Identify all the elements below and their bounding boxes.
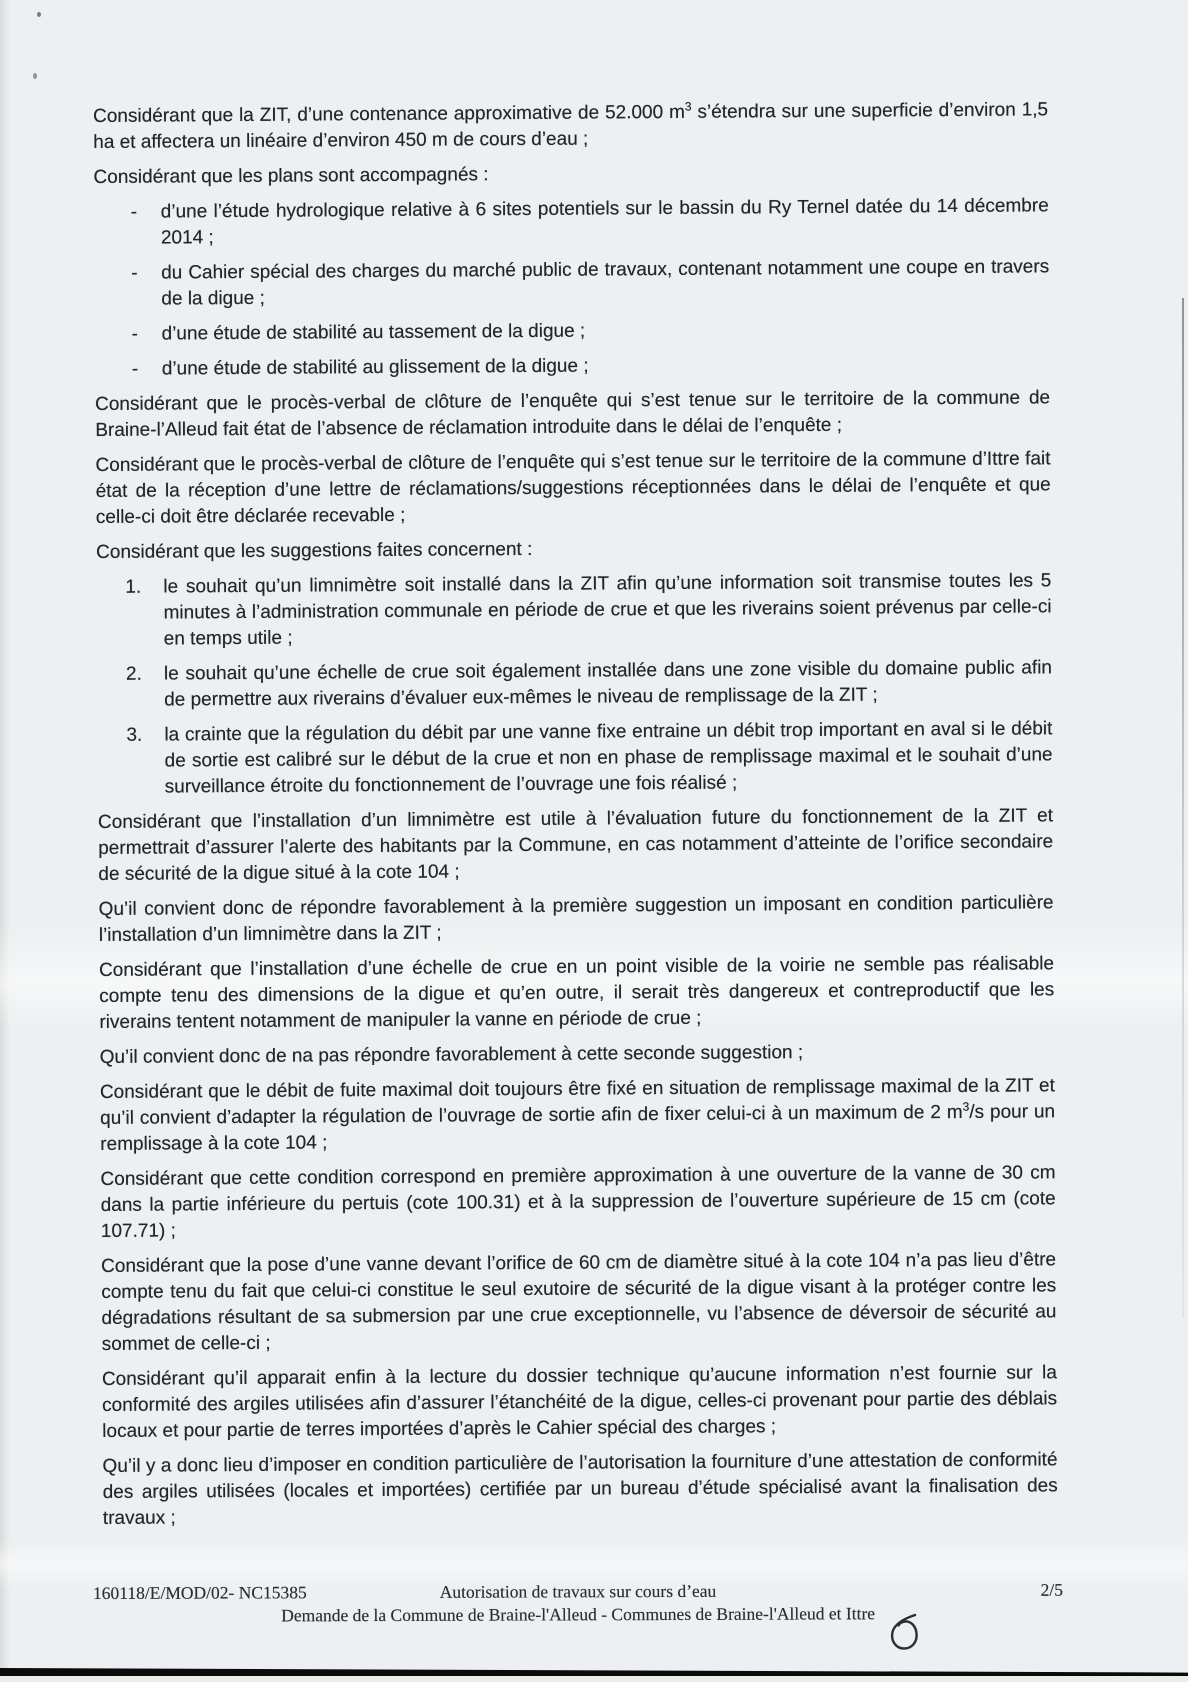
paragraph-attestation-conformite: Qu’il y a donc lieu d’imposer en condition particulière de l’autorisation la fourniture d’une attestation de conformité des argiles utilisées (locales et importées) certifiée par un bureau d’étude spécialisé avant la finalisation des travaux ; bbox=[102, 1449, 1058, 1529]
paragraph-plans-accompagnes: Considérant que les plans sont accompagnés : bbox=[93, 164, 489, 188]
bullet-dash: - bbox=[131, 323, 139, 345]
numbered-text: le souhait qu’une échelle de crue soit également installée dans une zone visible du domaine public afin de permettre aux riverains d’évaluer eux-mêmes le niveau de remplissage de la ZIT ; bbox=[163, 657, 1053, 711]
footer-line-1 bbox=[93, 1579, 1063, 1604]
bullet-text: d’une étude de stabilité au tassement de la digue ; bbox=[161, 320, 586, 345]
bullet-item-stabilite-tassement bbox=[95, 315, 1050, 348]
page-number: 2/5 bbox=[1040, 1579, 1064, 1600]
paragraph-limnimetre-utile: Considérant que l’installation d’un limnimètre est utile à l’évaluation future du fonctionnement de la ZIT et permettrait d’assurer l’alerte des habitants par la Commune, en cas notamment d’atteinte de l’orifice secondaire de sécurité de la digue situé à la cote 104 ; bbox=[97, 805, 1054, 885]
paragraph-zit-contenance bbox=[93, 97, 1048, 156]
numbered-item-limnimetre bbox=[96, 568, 1052, 653]
superscript-cubed: 3 bbox=[684, 99, 692, 114]
scan-bottom-strip bbox=[0, 1676, 1188, 1682]
list-number: 3. bbox=[126, 724, 143, 746]
bullet-text: du Cahier spécial des charges du marché public de travaux, contenant notamment une coupe en travers de la digue ; bbox=[161, 256, 1050, 310]
bullet-item-stabilite-glissement bbox=[95, 350, 1050, 383]
paragraph-text: /s pour un remplissage à la cote 104 ; bbox=[100, 1101, 1056, 1155]
numbered-item-crainte-regulation bbox=[97, 716, 1053, 801]
handwritten-mark bbox=[884, 1612, 924, 1656]
paragraph-conformite-argiles: Considérant qu’il apparait enfin à la lecture du dossier technique qu’aucune information n’est fournie sur la conformité des argiles utilisées afin d’assurer l’étanchéité de la digue, celles-ci provenant pour partie des déblais locaux et pour partie de terres importées d’après le Cahier spécial des charges ; bbox=[101, 1362, 1058, 1442]
paragraph-pose-vanne-orifice: Considérant que la pose d’une vanne devant l’orifice de 60 cm de diamètre situé à la cote 104 n’a pas lieu d’être compte tenu du fait que celui-ci constitue le seul exutoire de sécurité de la digue visant à la protéger contre les dégradations résultant de sa submersion par une crue exceptionnelle, vu l’absence de déversoir de sécurité au sommet de celle-ci ; bbox=[101, 1249, 1057, 1355]
paragraph-debit-de-fuite bbox=[100, 1073, 1056, 1158]
paragraph-text: Considérant que le débit de fuite maximal doit toujours être fixé en situation de remplissage maximal de la ZIT et qu’il convient d’adapter la régulation de l’ouvrage de sortie afin de fixer celui-ci à un maximum de 2 m bbox=[99, 1075, 1055, 1129]
paragraph-echelle-non-realisable: Considérant que l’installation d’une échelle de crue en un point visible de la voirie ne semble pas réalisable compte tenu des dimensions de la digue et qu’en outre, il serait très dangereux et contreproductif que les riverains tentent notamment de manipuler la vanne en période de crue ; bbox=[98, 953, 1055, 1033]
document-subtitle: Demande de la Commune de Braine-l'Alleud - Communes de Braine-l'Alleud et Ittre bbox=[281, 1603, 876, 1626]
bullet-text: d’une étude de stabilité au glissement de la digue ; bbox=[161, 355, 589, 380]
bullet-dash: - bbox=[131, 358, 139, 380]
paragraph-ouverture-vanne: Considérant que cette condition correspond en première approximation à une ouverture de la vanne de 30 cm dans la partie inférieure du pertuis (cote 100.31) et à la suppression de l’ouverture supérieure de 15 cm (cote 107.71) ; bbox=[100, 1162, 1056, 1242]
paragraph-text: s’étendra sur une superficie d’environ 1,5 ha et affectera un linéaire d’environ 450 m de cours d’eau ; bbox=[93, 99, 1049, 153]
superscript-cubed: 3 bbox=[962, 1099, 970, 1114]
scan-speck bbox=[37, 12, 41, 17]
paragraph-text: Considérant que la ZIT, d’une contenance approximative de 52.000 m bbox=[93, 101, 685, 127]
scan-speck bbox=[33, 73, 37, 79]
document-reference: 160118/E/MOD/02- NC15385 bbox=[93, 1582, 307, 1603]
document-title: Autorisation de travaux sur cours d’eau bbox=[439, 1580, 717, 1602]
list-number: 1. bbox=[125, 576, 142, 598]
paragraph-seconde-suggestion: Qu’il convient donc de na pas répondre favorablement à cette seconde suggestion ; bbox=[99, 1042, 804, 1068]
numbered-item-echelle-de-crue bbox=[97, 655, 1052, 714]
paragraph-suggestions-intro: Considérant que les suggestions faites concernent : bbox=[96, 538, 533, 563]
paragraph-proces-verbal-ittre: Considérant que le procès-verbal de clôture de l’enquête qui s’est tenue sur le territoire de la commune d’Ittre fait état de la réception d’une lettre de réclamations/suggestions réceptionnées dans le délai de l’enquête et que celle-ci doit être déclarée recevable ; bbox=[95, 448, 1051, 528]
bullet-dash: - bbox=[130, 201, 138, 223]
bullet-dash: - bbox=[131, 262, 138, 284]
document-body bbox=[93, 97, 1058, 1541]
bullet-item-etude-hydrologique bbox=[94, 193, 1049, 252]
numbered-text: le souhait qu’un limnimètre soit installé dans la ZIT afin qu’une information soit transmise toutes les 5 minutes à l’administration communale en période de crue et que les riverains soient prévenus par celle-ci en temps utile ; bbox=[163, 570, 1052, 650]
numbered-text: la crainte que la régulation du débit par une vanne fixe entraine un débit trop important en aval si le débit de sortie est calibré sur le début de la crue et non en phase de remplissage maximal et le souhait d’une surveillance étroite du fonctionnement de l’ouvrage une fois réalisé ; bbox=[164, 718, 1053, 798]
paragraph-repondre-premiere-suggestion: Qu’il convient donc de répondre favorablement à la première suggestion un imposant en condition particulière l’installation d’un limnimètre dans la ZIT ; bbox=[98, 892, 1054, 946]
scan-artifact-line bbox=[1182, 298, 1184, 1318]
paragraph-proces-verbal-braine: Considérant que le procès-verbal de clôture de l’enquête qui s’est tenue sur le territoire de la commune de Braine-l’Alleud fait état de l’absence de réclamation introduite dans le délai de l’enquête ; bbox=[95, 387, 1051, 441]
bullet-text: d’une l’étude hydrologique relative à 6 sites potentiels sur le bassin du Ry Ternel datée du 14 décembre 2014 ; bbox=[160, 195, 1049, 249]
bullet-item-cahier-special bbox=[94, 254, 1049, 313]
list-number: 2. bbox=[125, 663, 142, 685]
